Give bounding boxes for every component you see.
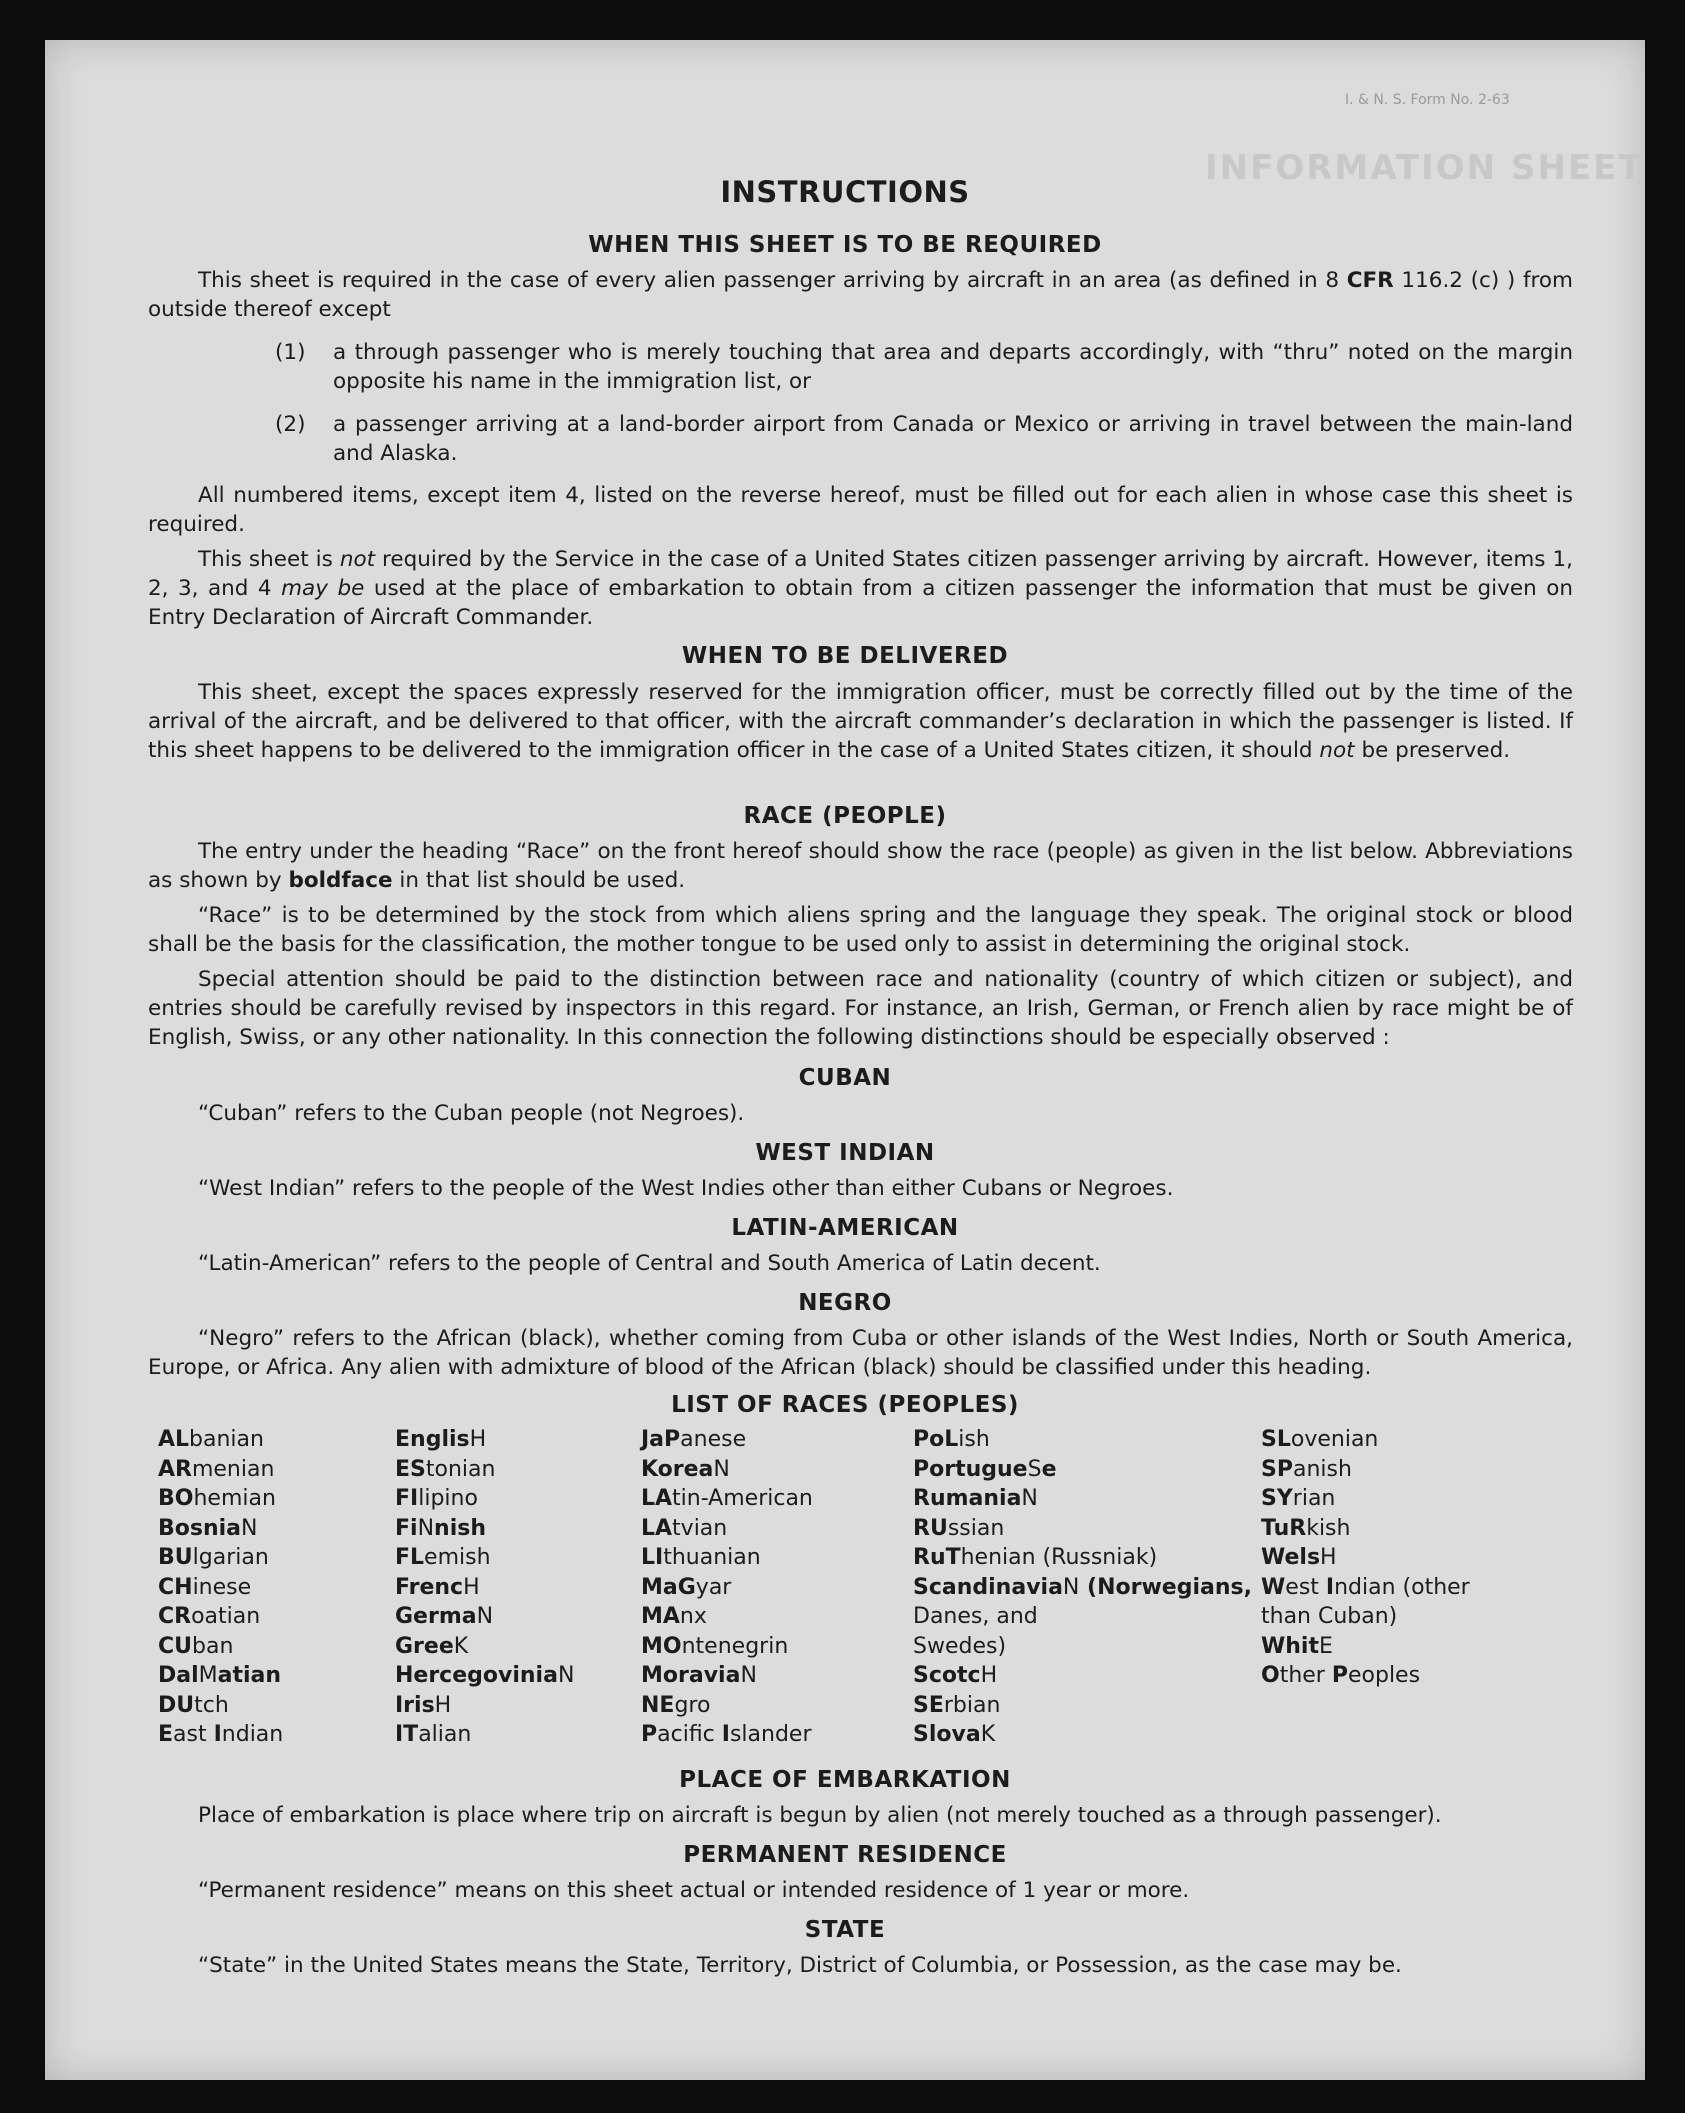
race-entry: BUlgarian: [158, 1545, 269, 1570]
race-entry: CRoatian: [158, 1604, 261, 1629]
race-entry: GermaN: [395, 1604, 494, 1629]
document-page: [45, 40, 1645, 2080]
race-entry: Swedes): [913, 1633, 1007, 1659]
heading-permanent-residence: PERMANENT RESIDENCE: [683, 1842, 1007, 1868]
item-text-2: a passenger arriving at a land-border airport from Canada or Mexico or arriving in travel between the main-land and Alaska.: [333, 412, 1573, 466]
paragraph-permanent-residence: “Permanent residence” means on this sheet actual or intended residence of 1 year or more.: [198, 1878, 1190, 1903]
paragraph-race-nationality: Special attention should be paid to the distinction between race and nationality (country of which citizen or subject), and entries should be carefully revised by inspectors in this regard. For instance, an Irish, German, or French alien by race might be of English, Swiss, or any other nationality. In this connection the following distinctions should be especially observed :: [148, 967, 1573, 1050]
heading-negro: NEGRO: [798, 1290, 892, 1316]
race-entry: Pacific Islander: [641, 1722, 812, 1747]
race-entry: PortugueSe: [913, 1456, 1057, 1482]
heading-state: STATE: [804, 1917, 886, 1943]
race-entry: LIthuanian: [641, 1545, 761, 1570]
race-entry: FrencH: [395, 1574, 480, 1600]
paragraph-negro: “Negro” refers to the African (black), whether coming from Cuba or other islands of the West Indies, North or South America, Europe, or Africa. Any alien with admixture of blood of the African (black) should be classified under this heading.: [148, 1326, 1573, 1380]
race-entry: than Cuban): [1261, 1604, 1398, 1629]
race-entry: SErbian: [913, 1692, 1001, 1718]
races-column-3: [641, 1425, 813, 1750]
race-entry: MAnx: [641, 1604, 707, 1629]
paragraph-west-indian: “West Indian” refers to the people of the West Indies other than either Cubans or Negroes.: [198, 1176, 1174, 1201]
race-entry: BosniaN: [158, 1515, 258, 1541]
paragraph-cuban: “Cuban” refers to the Cuban people (not Negroes).: [198, 1101, 745, 1126]
race-entry: RUssian: [913, 1515, 1005, 1541]
paragraph-numbered-items: All numbered items, except item 4, listed on the reverse hereof, must be filled out for each alien in whose case this sheet is required.: [148, 483, 1573, 537]
heading-embarkation: PLACE OF EMBARKATION: [679, 1767, 1011, 1793]
race-entry: IrisH: [395, 1692, 452, 1718]
races-column-2: [395, 1425, 574, 1750]
race-entry: JaPanese: [641, 1427, 747, 1452]
page-title: INSTRUCTIONS: [720, 175, 970, 209]
paragraph-race-entry: The entry under the heading “Race” on the front hereof should show the race (people) as given in the list below. Abbreviations as shown by boldface in that list should be used.: [148, 839, 1573, 893]
heading-race: RACE (PEOPLE): [743, 803, 947, 829]
race-entry: PoLish: [913, 1427, 990, 1452]
race-entry: EStonian: [395, 1456, 496, 1482]
race-entry: DUtch: [158, 1692, 229, 1718]
race-entry: BOhemian: [158, 1486, 276, 1511]
race-entry: DalMatian: [158, 1663, 282, 1688]
race-entry: MOntenegrin: [641, 1633, 789, 1659]
race-entry: SlovaK: [913, 1722, 996, 1747]
race-entry: ScandinaviaN (Norwegians,: [913, 1574, 1252, 1600]
bleed-through-text: INFORMATION SHEET: [1205, 148, 1644, 188]
race-entry: FIlipino: [395, 1486, 478, 1511]
race-entry: WhitE: [1261, 1633, 1333, 1659]
heading-cuban: CUBAN: [798, 1065, 892, 1091]
race-entry: ALbanian: [158, 1427, 264, 1452]
race-entry: SPanish: [1261, 1456, 1352, 1482]
paragraph-embarkation: Place of embarkation is place where trip on aircraft is begun by alien (not merely touched as a through passenger).: [198, 1803, 1442, 1828]
race-entry: ITalian: [395, 1722, 472, 1747]
race-entry: GreeK: [395, 1633, 469, 1659]
race-entry: MoraviaN: [641, 1663, 757, 1688]
race-entry: Other Peoples: [1261, 1663, 1421, 1688]
item-text-1: a through passenger who is merely touching that area and departs accordingly, with “thru” noted on the margin opposite his name in the immigration list, or: [333, 340, 1573, 394]
paragraph-citizen: This sheet is not required by the Service in the case of a United States citizen passenger arriving by aircraft. However, items 1, 2, 3, and 4 may be used at the place of embarkation to obtain from a citizen passenger the information that must be given on Entry Declaration of Aircraft Commander.: [148, 547, 1574, 630]
race-entry: ARmenian: [158, 1456, 275, 1482]
item-number-2: (2): [275, 412, 306, 437]
heading-when-required: WHEN THIS SHEET IS TO BE REQUIRED: [588, 232, 1102, 258]
paragraph-required: This sheet is required in the case of every alien passenger arriving by aircraft in an area (as defined in 8 CFR 116.2 (c) ) from outside thereof except: [148, 268, 1574, 322]
race-entry: HercegoviniaN: [395, 1663, 575, 1688]
race-entry: MaGyar: [641, 1574, 732, 1600]
race-entry: ScotcH: [913, 1663, 998, 1688]
race-entry: LAtin-American: [641, 1486, 813, 1511]
race-entry: SLovenian: [1261, 1427, 1379, 1452]
paragraph-latin-american: “Latin-American” refers to the people of Central and South America of Latin decent.: [198, 1251, 1101, 1276]
races-column-1: [158, 1425, 283, 1750]
race-entry: FLemish: [395, 1545, 491, 1570]
race-entry: LAtvian: [641, 1515, 728, 1541]
race-entry: RumaniaN: [913, 1486, 1038, 1511]
race-entry: CHinese: [158, 1574, 252, 1600]
heading-latin-american: LATIN-AMERICAN: [731, 1215, 959, 1241]
race-entry: TuRkish: [1261, 1515, 1351, 1541]
races-column-5: [1261, 1425, 1470, 1691]
paragraph-delivered: This sheet, except the spaces expressly reserved for the immigration officer, must be correctly filled out by the time of the arrival of the aircraft, and be delivered to that officer, with the aircraft commander’s declaration in which the passenger is listed. If this sheet happens to be delivered to the immigration officer in the case of a United States citizen, it should not be preserved.: [148, 680, 1573, 763]
heading-west-indian: WEST INDIAN: [755, 1140, 935, 1166]
race-entry: CUban: [158, 1633, 234, 1659]
race-entry: FiNnish: [395, 1515, 487, 1541]
races-column-4: [913, 1425, 1252, 1750]
paragraph-race-definition: “Race” is to be determined by the stock from which aliens spring and the language they speak. The original stock or blood shall be the basis for the classification, the mother tongue to be used only to assist in determining the original stock.: [148, 903, 1573, 957]
race-entry: SYrian: [1261, 1486, 1336, 1511]
race-entry: East Indian: [158, 1722, 284, 1747]
form-number-mark: I. & N. S. Form No. 2-63: [1345, 92, 1510, 108]
race-entry: Danes, and: [913, 1604, 1038, 1629]
race-entry: NEgro: [641, 1692, 711, 1718]
race-entry: WelsH: [1261, 1545, 1337, 1570]
race-entry: RuThenian (Russniak): [913, 1545, 1158, 1570]
item-number-1: (1): [275, 340, 306, 365]
heading-when-delivered: WHEN TO BE DELIVERED: [681, 643, 1009, 669]
race-entry: KoreaN: [641, 1456, 730, 1482]
race-entry: West Indian (other: [1261, 1574, 1470, 1600]
heading-list-of-races: LIST OF RACES (PEOPLES): [671, 1392, 1019, 1418]
paragraph-state: “State” in the United States means the State, Territory, District of Columbia, or Possession, as the case may be.: [198, 1953, 1402, 1978]
race-entry: EnglisH: [395, 1427, 487, 1452]
